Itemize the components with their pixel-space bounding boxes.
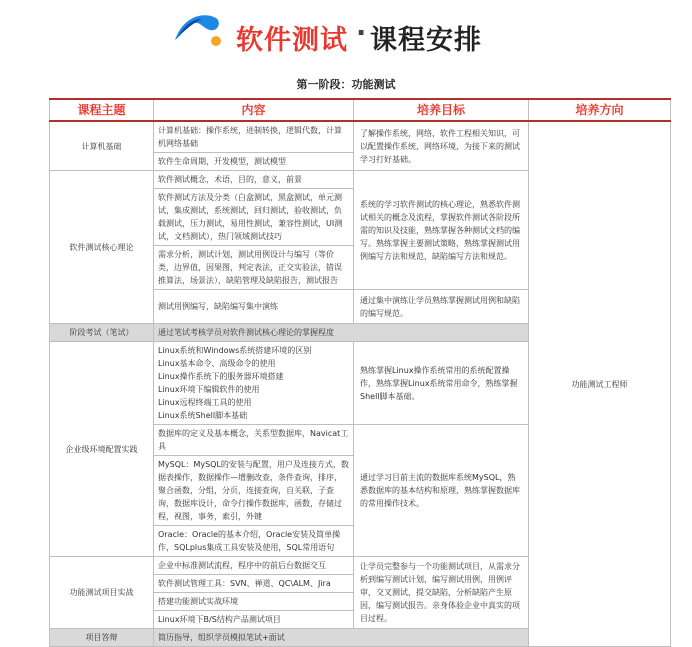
goal-cell: 系统的学习软件测试的核心理论，熟悉软件测试相关的概念及流程，掌握软件测试各阶段所需的知识及技能，熟练掌握各种测试文档的编写。熟练掌握主要测试策略，熟练掌握测试用例编写方法和规范，缺陷编写方法和规范。 [354,171,529,290]
content-cell: 需求分析，测试计划，测试用例设计与编写（等价类，边界值，因果图，判定表法，正交实验法，错误推算法，场景法），缺陷管理及缺陷报告，测试报告 [154,246,354,290]
list-item: Linux系统Shell脚本基础 [158,411,248,420]
content-cell: 数据库的定义及基本概念，关系型数据库，Navicat工具 [154,425,354,456]
blue-swoosh-logo-icon [172,10,224,50]
content-cell: 计算机基础：操作系统，进制转换，逻辑代数，计算机网络基础 [154,121,354,153]
stage-title: 第一阶段：功能测试 [296,78,396,91]
exam-content-cell: 通过笔试考核学员对软件测试核心理论的掌握程度 [154,324,529,342]
content-cell: 软件测试概念，术语，目的，意义，前景 [154,171,354,189]
table-header-row [50,99,671,121]
course-table [49,98,671,647]
track-cell: 功能测试工程师 [529,121,671,647]
topic-cell: 软件测试核心理论 [50,171,154,324]
column-header-goal: 培养目标 [354,99,529,121]
content-cell: Oracle：Oracle的基本介绍，Oracle安装及简单操作，SQLplus集成工具安装及使用，SQL常用语句 [154,526,354,557]
column-header-content: 内容 [154,99,354,121]
content-cell [154,342,354,425]
list-item: Linux操作系统下的服务器环境搭建 [158,372,284,381]
column-header-track: 培养方向 [529,99,671,121]
page-title-sub: 课程安排 [370,25,482,56]
title-separator: · [356,18,367,49]
page-header [0,0,692,70]
table-row [50,121,671,153]
content-cell: MySQL：MySQL的安装与配置，用户及连接方式，数据表操作，数据操作—增删改查，条件查询，排序，聚合函数，分组，分页，连接查询，自关联，子查询，数据库设计，命令行操作数据库，函数，存储过程，视图，事务，索引，外键 [154,456,354,526]
goal-cell: 了解操作系统，网络，软件工程相关知识，可以配置操作系统，网络环境，为接下来的测试学习打好基础。 [354,121,529,171]
list-item: Linux远程终端工具的使用 [158,398,252,407]
content-cell: Linux环境下B/S结构产品测试项目 [154,611,354,629]
content-cell: 搭建功能测试实战环境 [154,593,354,611]
content-cell: 企业中标准测试流程，程序中的前后台数据交互 [154,557,354,575]
topic-cell: 企业级环境配置实践 [50,342,154,557]
content-cell: 软件测试方法及分类（白盒测试，黑盒测试，单元测试，集成测试，系统测试，回归测试，验收测试，负载测试，压力测试，易用性测试，兼容性测试，UI测试，文档测试），热门领域测试技巧 [154,189,354,246]
content-cell: 软件生命周期，开发模型，测试模型 [154,153,354,171]
list-item: Linux系统和Windows系统搭建环境的区别 [158,346,312,355]
goal-cell: 熟练掌握Linux操作系统常用的系统配置操作，熟练掌握Linux系统常用命令，熟练掌握Shell脚本基础。 [354,342,529,425]
goal-cell: 通过学习目前主流的数据库系统MySQL，熟悉数据库的基本结构和原理，熟练掌握数据库的常用操作技术。 [354,425,529,557]
exam-topic-cell: 阶段考试（笔试） [50,324,154,342]
page-title-main: 软件测试 [236,25,348,56]
list-item: Linux环境下编辑软件的使用 [158,385,260,394]
goal-cell: 通过集中演练让学员熟练掌握测试用例和缺陷的编写规范。 [354,290,529,324]
content-cell: 软件测试管理工具：SVN、禅道、QC\ALM、Jira [154,575,354,593]
topic-cell: 计算机基础 [50,121,154,171]
column-header-topic: 课程主题 [50,99,154,121]
goal-cell: 让学员完整参与一个功能测试项目，从需求分析到编写测试计划，编写测试用例，用例评审，交叉测试，提交缺陷，分析缺陷产生原因，编写测试报告。亲身体验企业中真实的项目过程。 [354,557,529,629]
topic-cell: 功能测试项目实战 [50,557,154,629]
exam-content-cell: 简历指导，组织学员模拟笔试+面试 [154,629,529,647]
exam-topic-cell: 项目答辩 [50,629,154,647]
list-item: Linux基本命令、高级命令的使用 [158,359,276,368]
content-cell: 测试用例编写，缺陷编写集中演练 [154,290,354,324]
